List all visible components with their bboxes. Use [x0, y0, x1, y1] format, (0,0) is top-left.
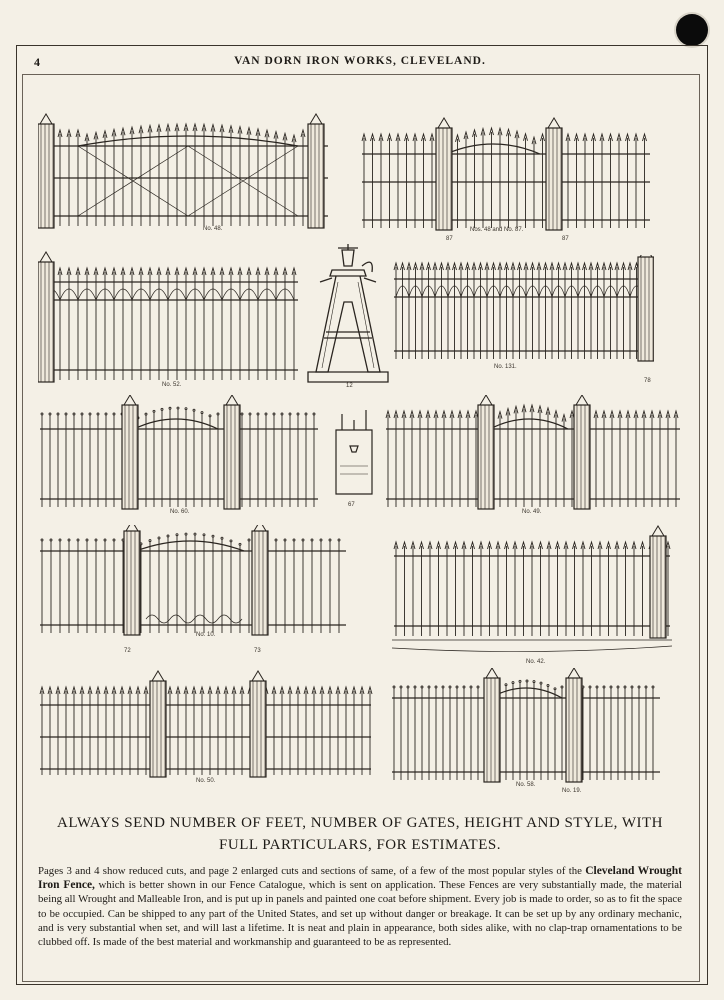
- page-number: 4: [34, 55, 40, 69]
- label-fence-49: No. 49.: [522, 509, 542, 515]
- punch-hole: [676, 14, 708, 46]
- fence-illustration-60: [38, 395, 320, 517]
- fence-illustration-52: [38, 242, 300, 392]
- label-fence-60: No. 60.: [170, 509, 190, 515]
- fence-illustration-48: [38, 108, 330, 236]
- page-header: [22, 52, 698, 72]
- label-87a: 87: [446, 236, 453, 242]
- label-stand-12: 12: [346, 383, 353, 389]
- label-fence-52: No. 52.: [162, 382, 182, 388]
- label-72: 72: [124, 648, 131, 654]
- fence-illustration-49: [384, 395, 682, 517]
- label-73: 73: [254, 648, 261, 654]
- label-fence-19: No. 19.: [562, 788, 582, 794]
- fence-illustration-50: [38, 665, 373, 787]
- label-87b: 87: [562, 236, 569, 242]
- body-text-part-1: Pages 3 and 4 show reduced cuts, and page 2 enlarged cuts and sections of same, of a few of the most popular styles of the: [38, 865, 586, 877]
- label-post-67: 67: [348, 502, 355, 508]
- label-fence-48: No. 48.: [203, 226, 223, 232]
- label-gate-10: No. 10.: [196, 632, 216, 638]
- label-fence-42: No. 42.: [526, 659, 546, 665]
- label-fence-58: No. 58.: [516, 782, 536, 788]
- fence-illustration-131: [392, 255, 654, 373]
- caption-line-1: ALWAYS SEND NUMBER OF FEET, NUMBER OF GATES, HEIGHT AND STYLE, WITH: [56, 815, 664, 831]
- label-nos-48-87: Nos. 48 and No. 87.: [470, 227, 524, 233]
- fence-illustration-10: [38, 525, 348, 655]
- fence-illustration-42: [392, 520, 672, 665]
- brand-name: Cleveland Wrought Iron Fence,: [38, 865, 682, 892]
- fence-illustration-48-87: [360, 110, 652, 238]
- body-text-part-2: which is better shown in our Fence Catalogue, which is sent on application. These Fences are very substantially made, the material being all Wrought and Malleable Iron, and is put up in panels and painted one coat before shipment. Every job is made to order, so as to fit the space to be occupied. Can be shipped to any part of the United States, and set up without danger or breakage. It can be set up by any ordinary mechanic, and is very substantial when set, and will last a lifetime. It is neat and plain in appearance, both sides alike, with no clap-trap ornamentations to be clubbed off. Is made of the best material and workmanship and guaranteed to be as represented.: [38, 879, 682, 949]
- fence-stand-illustration: [302, 242, 394, 392]
- label-fence-50: No. 50.: [196, 778, 216, 784]
- label-fence-131: No. 131.: [494, 364, 517, 370]
- running-title: VAN DORN IRON WORKS, CLEVELAND.: [234, 55, 486, 67]
- caption-line-2: FULL PARTICULARS, FOR ESTIMATES.: [219, 837, 501, 853]
- fence-illustration-19: [390, 668, 662, 790]
- body-paragraph: [38, 864, 682, 949]
- label-78: 78: [644, 378, 651, 384]
- fence-post-illustration: [330, 406, 378, 506]
